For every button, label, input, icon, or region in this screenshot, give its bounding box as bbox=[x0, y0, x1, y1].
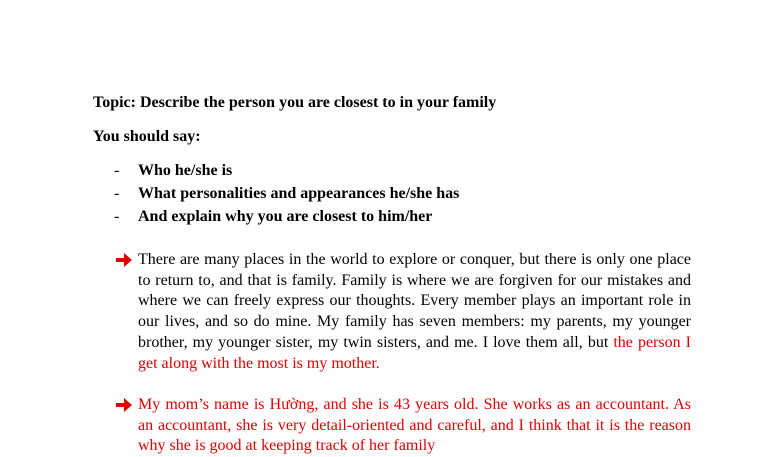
highlighted-text: My mom’s name is Hường, and she is 43 years old. She works as an accountant. As an accountant, she is very detail-oriented and careful, and I think that it is the reason why she is good at keeping track of her family bbox=[138, 396, 691, 455]
bullet-dash: - bbox=[114, 185, 120, 202]
answer-paragraph-1 bbox=[138, 250, 691, 374]
topic-heading: Topic: Describe the person you are closest to in your family bbox=[93, 94, 497, 111]
bullet-dash: - bbox=[114, 208, 120, 225]
answer-paragraph-2 bbox=[138, 395, 691, 457]
paragraph-text: There are many places in the world to explore or conquer, but there is only one place to return to, and that is family. Family is where we are forgiven for our mistakes and where we can freely express our thoughts. Every member plays an important role in our lives, and so do mine. My family has seven members: my parents, my younger brother, my younger sister, my twin sisters, and me. I love them all, but bbox=[138, 251, 691, 351]
you-should-say-label: You should say: bbox=[93, 128, 201, 145]
right-arrow-icon bbox=[115, 251, 133, 269]
highlighted-text: the person I get along with the most is my mother. bbox=[138, 333, 692, 372]
bullet-dash: - bbox=[114, 162, 120, 179]
right-arrow-icon bbox=[115, 396, 133, 414]
bullet-text: What personalities and appearances he/she has bbox=[138, 185, 460, 202]
bullet-text: Who he/she is bbox=[138, 162, 233, 179]
bullet-text: And explain why you are closest to him/her bbox=[138, 208, 433, 225]
